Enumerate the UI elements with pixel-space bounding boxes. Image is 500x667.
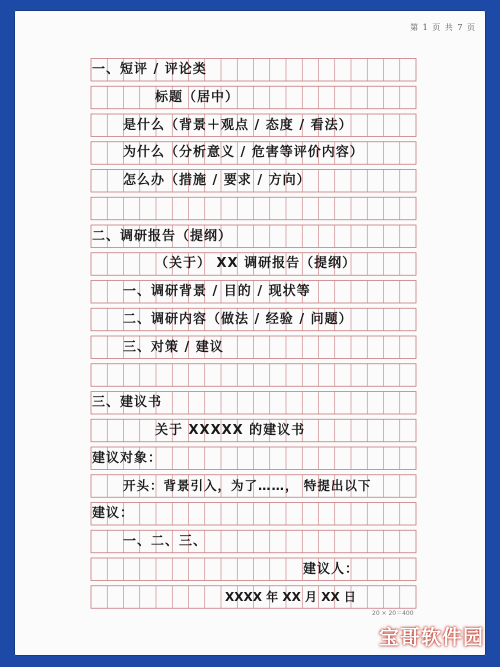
grid-row xyxy=(91,558,416,581)
paper-spec: 20 × 20＝400 xyxy=(372,610,414,617)
text-line: 一、短评 / 评论类 xyxy=(92,62,207,77)
text-line: 二、调研报告（提纲） xyxy=(92,229,233,244)
text-line: 三、对策 / 建议 xyxy=(123,340,224,355)
watermark-title: 宝哥软件园 xyxy=(379,625,484,649)
text-line: 建议： xyxy=(92,506,135,521)
text-line: 一、调研背景 / 目的 / 现状等 xyxy=(123,284,311,299)
text-line: 一、二、三、 xyxy=(123,534,208,549)
text-line: 标题（居中） xyxy=(155,90,240,105)
text-line: 建议对象： xyxy=(92,451,163,466)
text-line: 是什么（背景＋观点 / 态度 / 看法） xyxy=(123,118,353,133)
text-line: 为什么（分析意义 / 危害等评价内容） xyxy=(123,145,364,160)
grid-row xyxy=(91,503,416,526)
text-line: XXXX 年 XX 月 XX 日 xyxy=(225,590,356,604)
text-line: 开头：背景引入，为了……， 特提出以下 xyxy=(123,478,372,493)
grid-row xyxy=(91,197,416,220)
text-line: 关于 XXXXX 的建议书 xyxy=(155,423,306,438)
text-line: 建议人： xyxy=(303,562,360,577)
text-line: （关于） XX 调研报告（提纲） xyxy=(155,256,357,271)
watermark-subtitle: 中国红领巾网 xyxy=(434,647,482,656)
grid-row xyxy=(91,86,416,109)
text-line: 二、调研内容（做法 / 经验 / 问题） xyxy=(123,312,353,327)
watermark xyxy=(342,621,492,661)
grid-row xyxy=(91,364,416,387)
text-line: 三、建议书 xyxy=(92,395,163,410)
text-line: 怎么办（措施 / 要求 / 方向） xyxy=(123,173,311,188)
page-indicator: 第 1 页 共 7 页 xyxy=(410,23,476,32)
